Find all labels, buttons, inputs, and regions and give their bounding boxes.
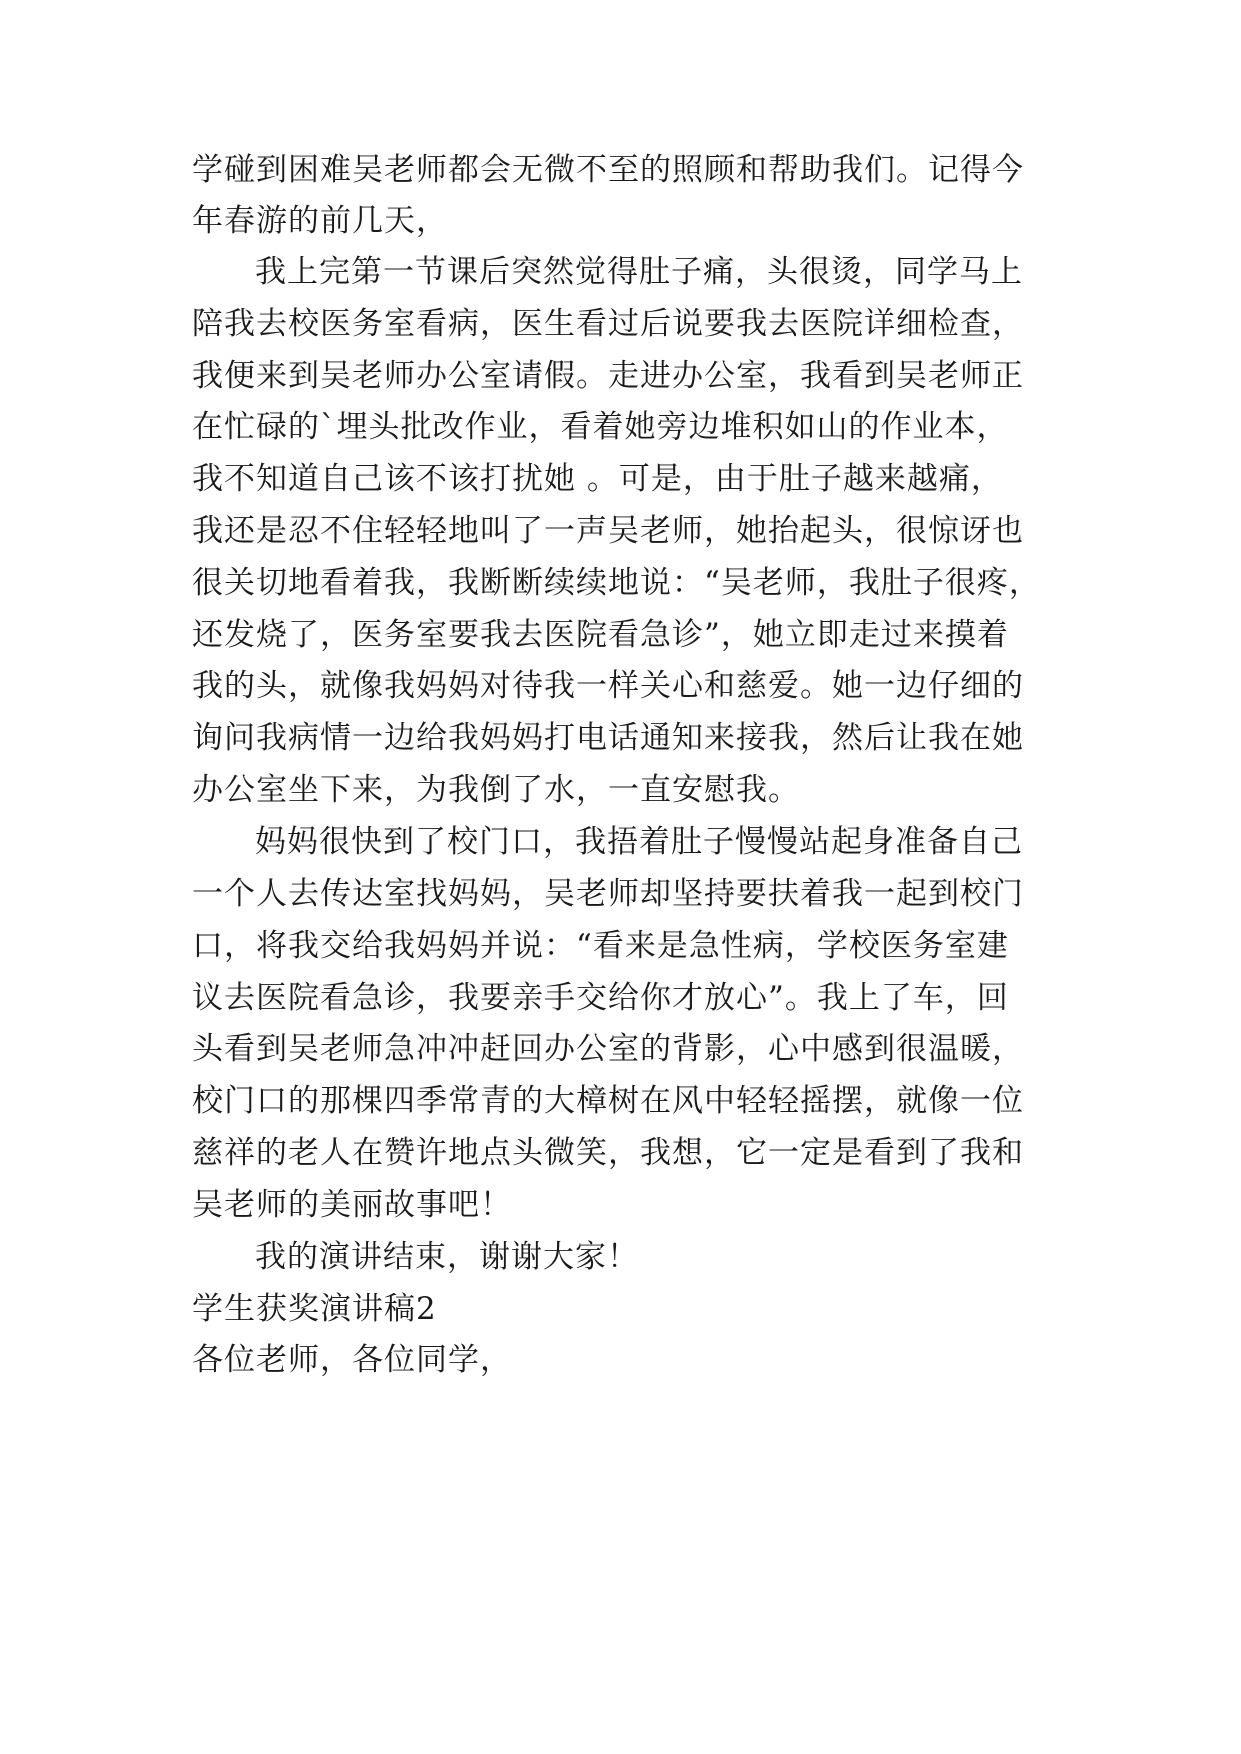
- text-line: 我不知道自己该不该打扰她 。可是，由于肚子越来越痛，: [192, 461, 1003, 497]
- text-line: 办公室坐下来，为我倒了水，一直安慰我。: [192, 772, 800, 808]
- text-line: 我便来到吴老师办公室请假。走进办公室，我看到吴老师正: [192, 358, 1024, 394]
- text-line: 吴老师的美丽故事吧！: [192, 1187, 512, 1223]
- text-line: 一个人去传达室找妈妈，吴老师却坚持要扶着我一起到校门: [192, 876, 1024, 912]
- text-line: 校门口的那棵四季常青的大樟树在风中轻轻摇摆，就像一位: [192, 1083, 1024, 1119]
- text-line: 我的头，就像我妈妈对待我一样关心和慈爱。她一边仔细的: [192, 668, 1024, 704]
- text-line: 在忙碌的`埋头批改作业，看着她旁边堆积如山的作业本，: [192, 409, 1009, 445]
- text-line: 慈祥的老人在赞许地点头微笑，我想，它一定是看到了我和: [192, 1135, 1024, 1171]
- text-line: 还发烧了，医务室要我去医院看急诊”，她立即走过来摸着: [192, 617, 1009, 653]
- section-heading: 学生获奖演讲稿2: [192, 1291, 437, 1327]
- text-line: 议去医院看急诊，我要亲手交给你才放心”。我上了车，回: [192, 980, 1009, 1016]
- text-line: 很关切地看着我，我断断续续地说：“吴老师，我肚子很疼，: [192, 565, 1041, 601]
- text-line: 我还是忍不住轻轻地叫了一声吴老师，她抬起头，很惊讶也: [192, 513, 1024, 549]
- text-line: 年春游的前几天，: [192, 203, 448, 239]
- text-line: 口，将我交给我妈妈并说：“看来是急性病，学校医务室建: [192, 928, 1009, 964]
- paragraph-start-line: 我上完第一节课后突然觉得肚子痛，头很烫，同学马上: [255, 254, 1023, 290]
- paragraph-start-line: 我的演讲结束，谢谢大家！: [255, 1239, 639, 1275]
- paragraph-start-line: 妈妈很快到了校门口，我捂着肚子慢慢站起身准备自己: [255, 824, 1023, 860]
- text-line: 陪我去校医务室看病，医生看过后说要我去医院详细检查，: [192, 306, 1024, 342]
- text-line: 学碰到困难吴老师都会无微不至的照顾和帮助我们。记得今: [192, 152, 1024, 188]
- text-line: 头看到吴老师急冲冲赶回办公室的背影，心中感到很温暖，: [192, 1031, 1024, 1067]
- text-line: 询问我病情一边给我妈妈打电话通知来接我，然后让我在她: [192, 720, 1024, 756]
- salutation-line: 各位老师，各位同学，: [192, 1342, 512, 1378]
